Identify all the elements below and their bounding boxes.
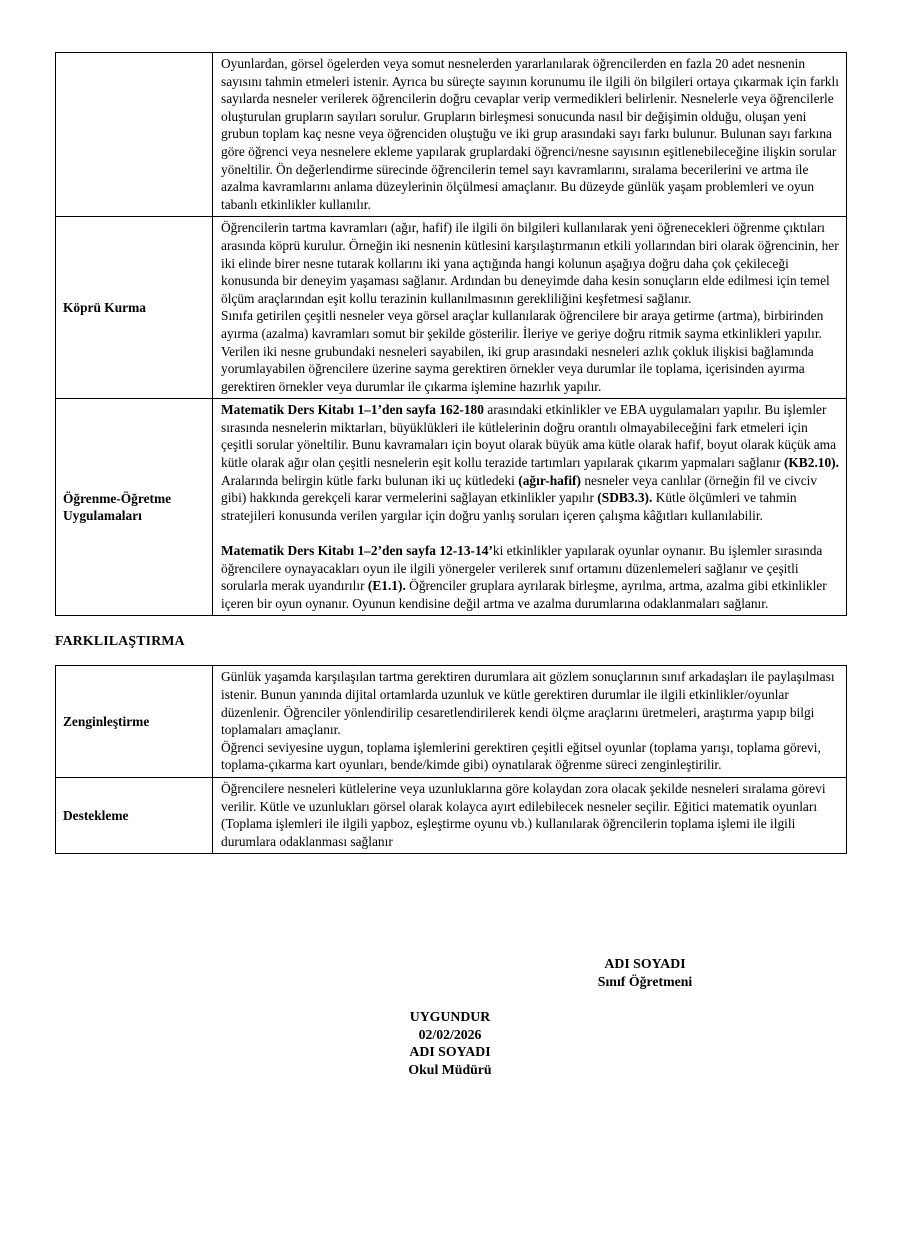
approval-signature-block — [350, 1008, 550, 1078]
approval-name: ADI SOYADI — [409, 1044, 491, 1060]
row-label: Destekleme — [56, 777, 213, 853]
table-row — [56, 53, 847, 217]
row-label — [56, 53, 213, 217]
paragraph: Öğrenci seviyesine uygun, toplama işlemlerini gerektiren çeşitli eğitsel oyunlar (toplama yarışı, toplama görevi, toplama-çıkarma kart oyunları, bende/kimde gibi) oynatılarak öğrenme süreci zenginleştirilir. — [221, 739, 821, 773]
differentiation-heading: FARKLILAŞTIRMA — [55, 633, 185, 649]
row-content — [213, 399, 847, 616]
teacher-name: ADI SOYADI — [604, 956, 686, 971]
differentiation-table — [55, 665, 847, 854]
row-content — [213, 666, 847, 778]
paragraph: Matematik Ders Kitabı 1–1’den sayfa 162-180 arasındaki etkinlikler ve EBA uygulamaları yapılır. Bu işlemler sırasında nesnelerin miktarları, büyüklükleri ile kütlelerinin doğru orantılı olmayabileceğini fark etmeleri için çeşitli sorular yöneltilir. Bunu kavramaları için boyut olarak büyük ama kütle olarak hafif, boyut olarak küçük ama kütle olarak ağır olan çeşitli nesnelerin eşit kollu terazide tartımları yapılarak çıkarım yapmaları sağlanır (KB2.10). Aralarında belirgin kütle farkı bulunan iki uç kütledeki (ağır-hafif) nesneler veya canlılar (örneğin fil ve civciv gibi) hakkında gerekçeli karar vermelerini sağlayan etkinlikler yapılır (SDB3.3). Kütle ölçümleri ve tahmin stratejileri konusunda verilen yargılar için doğru yanlış soruları içeren çalışma kâğıtları kullanılabilir. — [221, 402, 839, 523]
approval-title: Okul Müdürü — [408, 1061, 492, 1077]
table-row — [56, 399, 847, 616]
row-label: Öğrenme-Öğretme Uygulamaları — [56, 399, 213, 616]
table-row — [56, 666, 847, 778]
paragraph: Matematik Ders Kitabı 1–2’den sayfa 12-13-14’ki etkinlikler yapılarak oyunlar oynanır. Bu işlemler sırasında öğrencilere oynayacakları oyun ile ilgili yönergeler verilerek sınıf ortamını düzenlemeleri sağlanır ve çeşitli sorularla merak uyandırılır (E1.1). Öğrenciler gruplara ayrılarak birleşme, ayrılma, artma, azalma gibi etkinlikler içeren bir oyun oynanır. Oyunun kendisine değil artma ve azalma durumlarına odaklanmaları sağlanır. — [221, 543, 827, 611]
row-content — [213, 777, 847, 853]
paragraph: Günlük yaşamda karşılaşılan tartma gerektiren durumlara ait gözlem sonuçlarının sınıf arkadaşları ile paylaşılması istenir. Bunun yanında dijital ortamlarda uzunluk ve kütle gerektiren durumlar ile ilgili etkinlikler/oyunlar düzenlenir. Öğrenciler yönlendirilip cesaretlendirilerek kendi ölçme araçlarını üretmeleri, araştırma yapıp bilgi toplamaları amaçlanır. — [221, 669, 835, 738]
paragraph: Öğrencilere nesneleri kütlelerine veya uzunluklarına göre kolaydan zora olacak şekilde nesneleri sıralama görevi verilir. Kütle ve uzunlukları görsel olarak kolayca ayırt edilebilecek nesneler seçilir. Eğitici matematik oyunları (Toplama işlemleri ile ilgili yapboz, eşleştirme oyunu vb.) kullanılarak öğrencilerin toplama işlemi ile ilgili durumlara odaklanması sağlanır — [221, 780, 826, 849]
table-row — [56, 217, 847, 399]
row-content — [213, 53, 847, 217]
row-label: Köprü Kurma — [56, 217, 213, 399]
planning-table — [55, 52, 847, 616]
teacher-signature-block — [545, 955, 745, 990]
table-row — [56, 777, 847, 853]
teacher-title: Sınıf Öğretmeni — [597, 973, 693, 989]
row-content — [213, 217, 847, 399]
paragraph: Oyunlardan, görsel ögelerden veya somut nesnelerden yararlanılarak öğrencilerden en fazla 20 adet nesnenin sayısını tahmin etmeleri istenir. Ayrıca bu süreçte sayının korunumu ile ilgili ön bilgileri ortaya çıkarmak için farklı sayılarda nesneler verilerek öğrencilerin doğru cevaplar verip vermedikleri belirlenir. Nesnelerle veya öğrencilerle oluşturulan grupların sayıları sorulur. Grupların birleşmesi sonucunda nasıl bir değişimin olduğu, oluşan yeni grubun toplam kaç nesne veya öğrenciden oluştuğu ve iki grup arasındaki sayı farkı bulunur. Bulunan sayı farkına göre öğrenci veya nesnelere ekleme yapılarak gruplardaki öğrenci/nesne sayısının eşitlenebileceğine ilişkin sorular yöneltilir. Ön değerlendirme sürecinde öğrencilerin temel sayı kavramlarını, sıralama becerilerini ve artma ile azalma kavramlarını anlama düzeylerinin ölçülmesi amaçlanır. Bu düzeyde günlük yaşam problemleri ve oyun tabanlı etkinlikler kullanılır. — [221, 56, 839, 212]
row-label: Zenginleştirme — [56, 666, 213, 778]
approval-date: 02/02/2026 — [418, 1026, 482, 1042]
paragraph: Öğrencilerin tartma kavramları (ağır, hafif) ile ilgili ön bilgileri kullanılarak yeni öğrenecekleri öğrenme çıktıları arasında köprü kurulur. Örneğin iki nesnenin kütlesini karşılaştırmanın etkili yollarından biri olarak öğrencinin, her iki elinde birer nesne tutarak kollarını iki yana açtığında hangi kolunun aşağıya doğru daha çok çekileceği konusunda bir deneyim yaşaması sağlanır. Ardından bu deneyimde daha kesin sonuçların elde edilmesi için temel ölçüm araçlarından eşit kollu terazinin kullanılmasının gerekliliğini keşfetmesi sağlanır. — [221, 220, 839, 306]
paragraph — [221, 524, 839, 542]
paragraph: Sınıfa getirilen çeşitli nesneler veya görsel araçlar kullanılarak öğrencilere bir araya getirme (artma), birbirinden ayırma (azalma) kavramları somut bir şekilde gösterilir. İleriye ve geriye doğru ritmik sayma etkinlikleri yapılır. Verilen iki nesne grubundaki nesneleri sayabilen, iki grup arasındaki nesneleri azlık çokluk ilişkisi bağlamında yorumlayabilen öğrencilere üzerine sayma gerektiren örnekler veya durumlar ile toplama, içerisinden ayırma gerektiren örnekler veya durumlar ile çıkarma işlemine hazırlık yapılır. — [221, 308, 824, 394]
approval-status: UYGUNDUR — [409, 1009, 491, 1024]
